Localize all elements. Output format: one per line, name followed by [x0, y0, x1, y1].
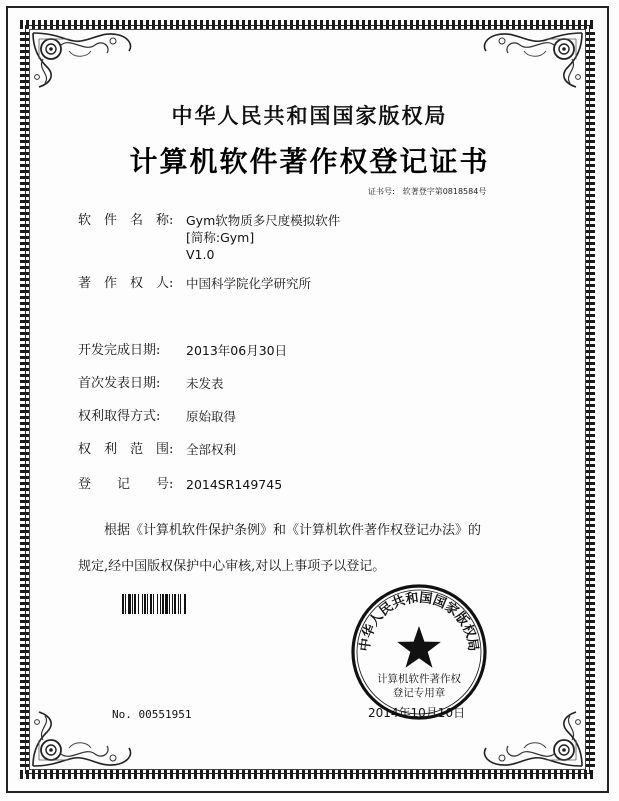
field-value: 中国科学院化学研究所 [186, 276, 312, 291]
certificate-title: 计算机软件著作权登记证书 [129, 145, 490, 178]
official-seal [349, 582, 489, 722]
serial-number: No. 00551951 [112, 708, 192, 721]
barcode [122, 594, 190, 614]
statement-line-1: 根据《计算机软件保护条例》和《计算机软件著作权登记办法》的 [78, 523, 482, 538]
issue-date: 2014年10月10日 [368, 706, 466, 720]
field-first-publication-date [78, 375, 224, 392]
software-version: V1.0 [186, 247, 215, 262]
field-value: 未发表 [186, 376, 224, 391]
field-copyright-owner [78, 275, 311, 292]
certificate-number-value: 软著登字第0818584号 [402, 187, 487, 196]
corner-ornament-top-right [476, 29, 586, 91]
field-label: 软 件 名 称: [78, 213, 174, 228]
field-label: 权利取得方式: [78, 409, 161, 424]
field-value: 原始取得 [186, 409, 237, 424]
field-registration-number [78, 476, 282, 493]
field-value: 全部权利 [186, 442, 237, 457]
corner-ornament-bottom-right [476, 708, 586, 770]
field-rights-scope [78, 441, 236, 458]
field-label: 著 作 权 人: [78, 276, 174, 291]
software-full-name: Gym软物质多尺度模拟软件 [186, 213, 341, 228]
certificate-number [368, 186, 486, 197]
field-value: 2014SR149745 [186, 477, 283, 492]
seal-inner-line-2: 登记专用章 [392, 687, 446, 699]
corner-ornament-top-left [29, 29, 139, 91]
seal-ring-text: 中华人民共和国国家版权局 [357, 590, 481, 653]
seal-inner-line-1: 计算机软件著作权 [377, 673, 461, 685]
field-value: 2013年06月30日 [186, 343, 288, 358]
star-icon [397, 626, 441, 668]
field-software-name [78, 212, 340, 263]
field-label: 开发完成日期: [78, 343, 161, 358]
field-value [186, 212, 340, 263]
field-label: 权 利 范 围: [78, 442, 174, 457]
field-acquisition-method [78, 408, 236, 425]
field-label: 登 记 号: [78, 477, 174, 492]
software-short-name: [简称:Gym] [186, 230, 255, 245]
certificate-number-label: 证书号: [368, 187, 395, 196]
issuing-authority: 中华人民共和国国家版权局 [171, 104, 448, 128]
field-completion-date [78, 342, 287, 359]
statement-line-2: 规定,经中国版权保护中心审核,对以上事项予以登记。 [78, 559, 386, 574]
field-label: 首次发表日期: [78, 376, 161, 391]
